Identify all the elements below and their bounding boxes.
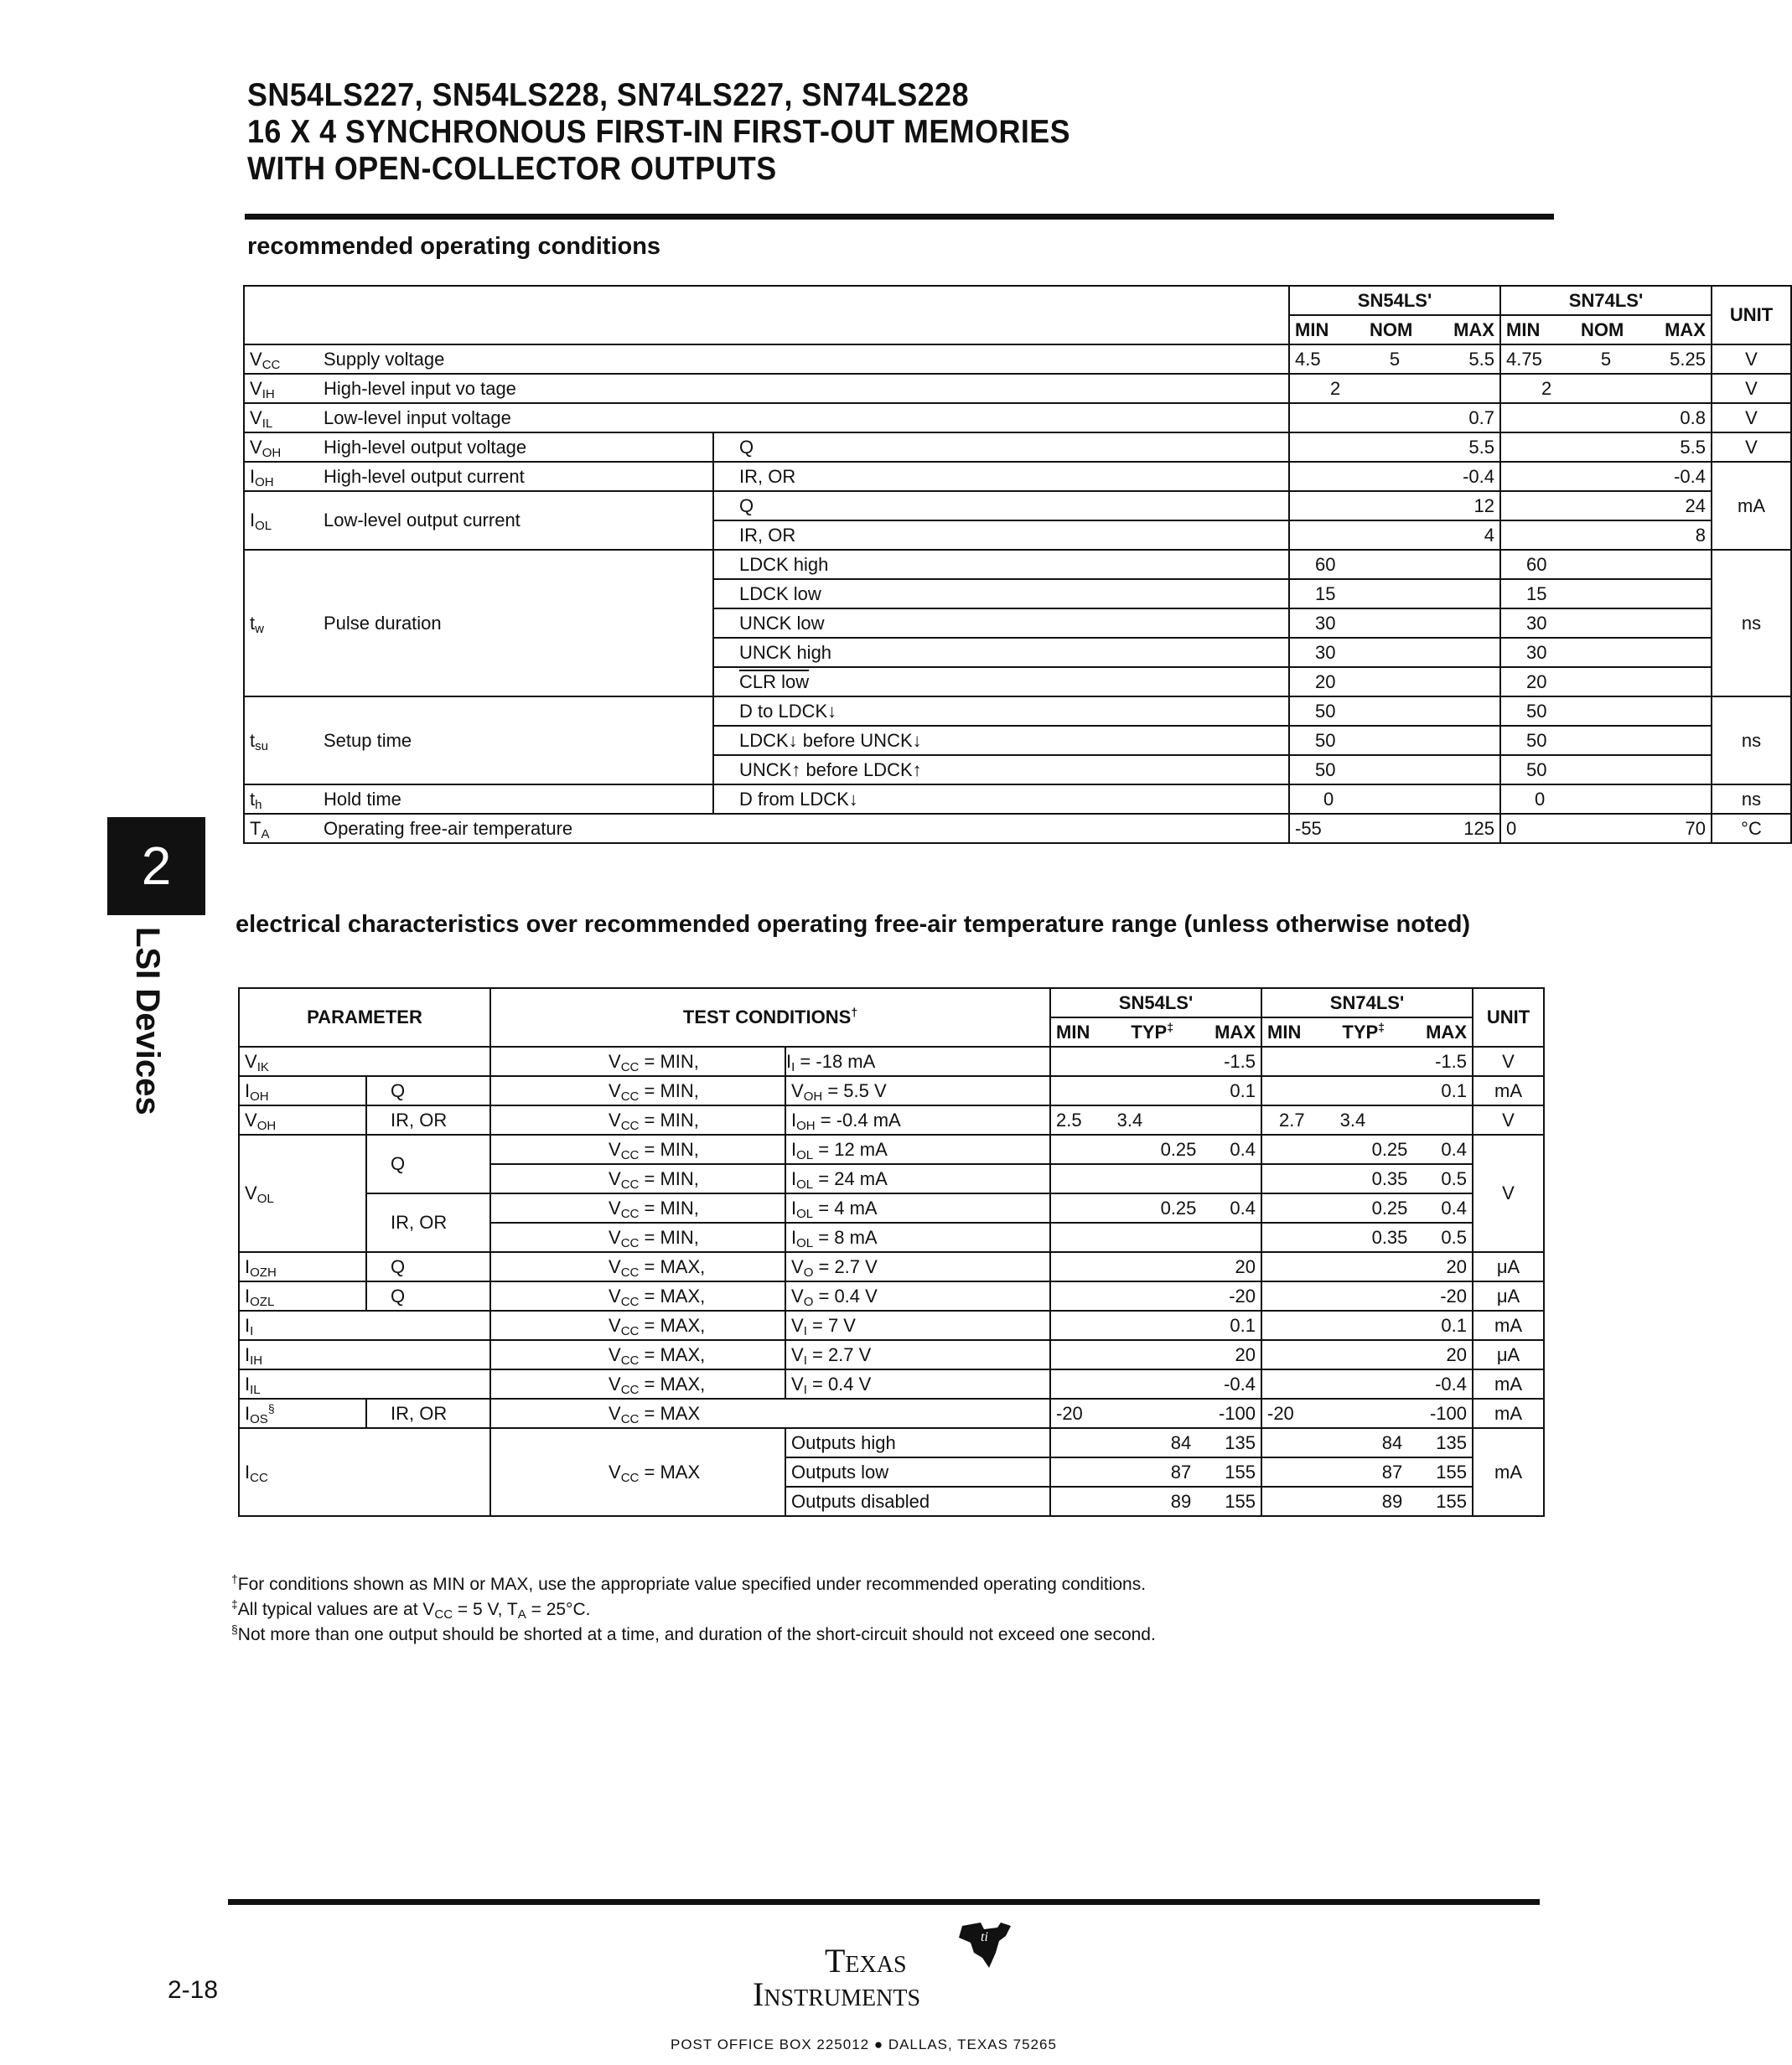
ec-row-iozh: $I_{OZH}$ Q $V_{CC}$ = MAX, $V_O = 2.7$ V 20 20 μA	[239, 1252, 1544, 1281]
ec-row-vol-1: $V_{OL}$ Q $V_{CC}$ = MIN, $I_{OL} = 12$ mA 0.25 0.4 0.25 0.4 V	[239, 1135, 1544, 1164]
title-line-1: SN54LS227, SN54LS228, SN74LS227, SN74LS228	[247, 77, 970, 113]
postal-address: POST OFFICE BOX 225012 ● DALLAS, TEXAS 75265	[671, 2037, 1057, 2052]
ec-row-ii: $I_I$ $V_{CC}$ = MAX, $V_I = 7$ V 0.1 0.1 mA	[239, 1311, 1544, 1340]
footnote-double-dagger: ‡All typical values are at $V_{CC} = 5$ V, $T_A = 25^\circ C$.	[231, 1597, 591, 1622]
roc-row-tsu-1: $t_{su}$ Setup time D to LDCK↓ 50 50 ns	[244, 696, 1791, 726]
header-rule	[245, 214, 1554, 220]
ec-header-unit: UNIT	[1473, 988, 1544, 1047]
roc-row-tw-4: UNCK high 30 30	[244, 638, 1791, 667]
roc-row-vih: $V_{IH}$ High-level input vo tage 2 2 V	[244, 374, 1791, 403]
roc-unit-ma: mA	[1712, 462, 1791, 550]
ec-row-ios: $I_{OS}^\S$ IR, OR $V_{CC}$ = MAX -20 -100 -20 -100 mA	[239, 1399, 1544, 1428]
texas-instruments-logo	[753, 1944, 920, 2011]
ec-row-iil: $I_{IL}$ $V_{CC}$ = MAX, $V_I = 0.4$ V -0.4 -0.4 mA	[239, 1369, 1544, 1399]
ec-row-vol-3: IR, OR $V_{CC}$ = MIN, $I_{OL} = 4$ mA 0.25 0.4 0.25 0.4	[239, 1193, 1544, 1223]
title-line-3: WITH OPEN-COLLECTOR OUTPUTS	[247, 151, 777, 187]
roc-sn74-subheader: MIN NOM MAX	[1500, 315, 1712, 344]
ec-header-test-conditions: TEST CONDITIONS†	[490, 988, 1050, 1047]
ec-table	[238, 987, 1545, 1517]
roc-section-title: recommended operating conditions	[247, 233, 661, 260]
roc-row-tw-5: CLR low 20 20	[244, 667, 1791, 696]
roc-header-sn74: SN74LS'	[1500, 286, 1712, 315]
roc-blank-header	[244, 286, 1289, 344]
section-tab: 2	[107, 817, 205, 915]
roc-header-sn54: SN54LS'	[1289, 286, 1500, 315]
roc-row-tsu-3: UNCK↑ before LDCK↑ 50 50	[244, 755, 1791, 784]
footnotes	[231, 1572, 1156, 1648]
roc-row-tw-2: LDCK low 15 15	[244, 579, 1791, 608]
ec-row-icc-1: $I_{CC}$ $V_{CC}$ = MAX Outputs high 84 135 84 135 mA	[239, 1428, 1544, 1457]
ec-row-voh: $V_{OH}$ IR, OR $V_{CC}$ = MIN, $I_{OH} = -0.4$ mA 2.5 3.4 2.7 3.4 V	[239, 1105, 1544, 1135]
ec-row-vik: $V_{IK}$ $V_{CC}$ = MIN, $I_I = -18$ mA -1.5 -1.5 V	[239, 1047, 1544, 1076]
document-title	[247, 77, 1070, 188]
roc-row-tw-1: $t_w$ Pulse duration LDCK high 60 60 ns	[244, 550, 1791, 579]
footnote-dagger: †For conditions shown as MIN or MAX, use the appropriate value specified under recommended operating conditions.	[231, 1572, 1147, 1594]
ec-sn74-subheader: MIN TYP‡ MAX	[1261, 1017, 1473, 1047]
roc-table	[243, 285, 1792, 844]
ec-section-title: electrical characteristics over recommended operating free-air temperature range (unless otherwise noted)	[236, 911, 1471, 938]
roc-header-unit: UNIT	[1712, 286, 1791, 344]
ec-row-vol-2: $V_{CC}$ = MIN, $I_{OL} = 24$ mA 0.35 0.5	[239, 1164, 1544, 1193]
roc-row-vil: $V_{IL}$ Low-level input voltage 0.7 0.8 V	[244, 403, 1791, 432]
section-side-label: LSI Devices	[129, 927, 166, 1115]
roc-row-iol-iror: IR, OR 4 8	[244, 520, 1791, 550]
roc-row-iol-q: $I_{OL}$ Low-level output current Q 12 24	[244, 491, 1791, 520]
logo-line-1: Texas	[825, 1942, 907, 1980]
roc-row-ioh: $I_{OH}$ High-level output current IR, OR -0.4 -0.4 mA	[244, 462, 1791, 491]
roc-row-tw-3: UNCK low 30 30	[244, 608, 1791, 638]
ec-header-sn74: SN74LS'	[1261, 988, 1473, 1017]
roc-row-ta: $T_A$ Operating free-air temperature -55 125 0 70 °C	[244, 814, 1791, 843]
ec-sn54-subheader: MIN TYP‡ MAX	[1050, 1017, 1261, 1047]
ec-row-iih: $I_{IH}$ $V_{CC}$ = MAX, $V_I = 2.7$ V 20 20 μA	[239, 1340, 1544, 1369]
ec-row-vol-4: $V_{CC}$ = MIN, $I_{OL} = 8$ mA 0.35 0.5	[239, 1223, 1544, 1252]
footnote-section: §Not more than one output should be shorted at a time, and duration of the short-circuit should not exceed one second.	[231, 1622, 1156, 1644]
page-number: 2-18	[168, 1976, 219, 2004]
ec-header-sn54: SN54LS'	[1050, 988, 1261, 1017]
ec-header-parameter: PARAMETER	[239, 988, 490, 1047]
roc-row-voh: $V_{OH}$ High-level output voltage Q 5.5 5.5 V	[244, 432, 1791, 462]
roc-row-th: $t_h$ Hold time D from LDCK↓ 0 0 ns	[244, 784, 1791, 814]
ec-row-icc-2: Outputs low 87 155 87 155	[239, 1457, 1544, 1487]
svg-text:ti: ti	[981, 1930, 988, 1944]
roc-row-tsu-2: LDCK↓ before UNCK↓ 50 50	[244, 726, 1791, 755]
ec-row-iozl: $I_{OZL}$ Q $V_{CC}$ = MAX, $V_O = 0.4$ V -20 -20 μA	[239, 1281, 1544, 1311]
ti-state-icon	[956, 1919, 1014, 1971]
ec-row-icc-3: Outputs disabled 89 155 89 155	[239, 1487, 1544, 1516]
ec-row-ioh: $I_{OH}$ Q $V_{CC}$ = MIN, $V_{OH} = 5.5$ V 0.1 0.1 mA	[239, 1076, 1544, 1105]
logo-line-2: Instruments	[753, 1975, 921, 2013]
title-line-2: 16 X 4 SYNCHRONOUS FIRST-IN FIRST-OUT MEMORIES	[247, 114, 1071, 150]
roc-row-vcc: $V_{CC}$ Supply voltage 4.5 5 5.5 4.75 5 5.25 V	[244, 344, 1791, 374]
footer-rule	[228, 1899, 1540, 1905]
roc-sn54-subheader: MIN NOM MAX	[1289, 315, 1500, 344]
